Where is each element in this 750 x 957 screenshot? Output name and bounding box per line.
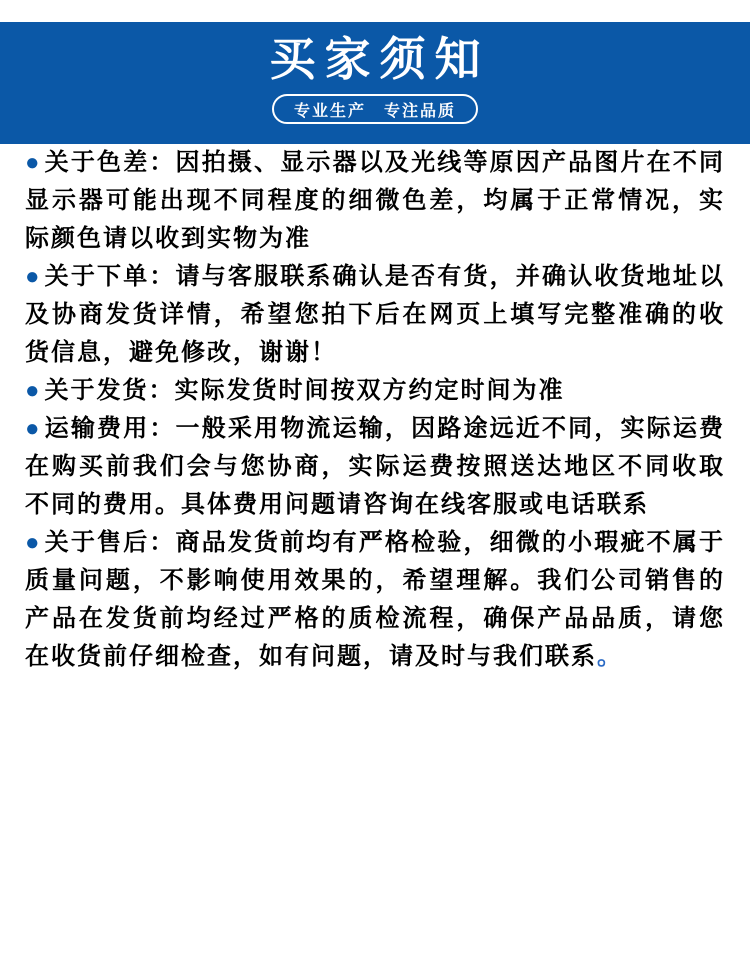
notice-text: 关于发货：实际发货时间按双方约定时间为准 (44, 377, 565, 404)
notice-text: 运输费用：一般采用物流运输，因路途远近不同，实际运费在购买前我们会与您协商，实际运费按照送达地区不同收取不同的费用。具体费用问题请咨询在线客服或电话联系 (25, 415, 725, 518)
bullet-icon: ● (25, 377, 40, 404)
notice-shipping (25, 372, 725, 410)
bullet-icon: ● (25, 149, 40, 176)
notice-list (25, 144, 725, 676)
notice-text: 关于色差：因拍摄、显示器以及光线等原因产品图片在不同显示器可能出现不同程度的细微色差，均属于正常情况，实际颜色请以收到实物为准 (25, 149, 725, 252)
tagline-text: 专业生产 专注品质 (293, 102, 456, 120)
bullet-icon: ● (25, 263, 40, 290)
bullet-icon: ● (25, 529, 40, 556)
notice-ordering (25, 258, 725, 372)
notice-freight (25, 410, 725, 524)
bullet-icon: ● (25, 415, 40, 442)
header-banner (0, 22, 750, 144)
notice-color-difference (25, 144, 725, 258)
notice-text: 关于售后：商品发货前均有严格检验，细微的小瑕疵不属于质量问题，不影响使用效果的，希望理解。我们公司销售的产品在发货前均经过严格的质检流程，确保产品品质，请您在收货前仔细检查，如有问题，请及时与我们联系 (25, 529, 725, 670)
notice-text: 关于下单：请与客服联系确认是否有货，并确认收货地址以及协商发货详情，希望您拍下后在网页上填写完整准确的收货信息，避免修改，谢谢！ (25, 263, 725, 366)
notice-after-sales (25, 524, 725, 676)
notice-suffix: 。 (597, 643, 623, 670)
tagline-badge (272, 94, 478, 124)
page-title: 买家须知 (269, 33, 490, 85)
